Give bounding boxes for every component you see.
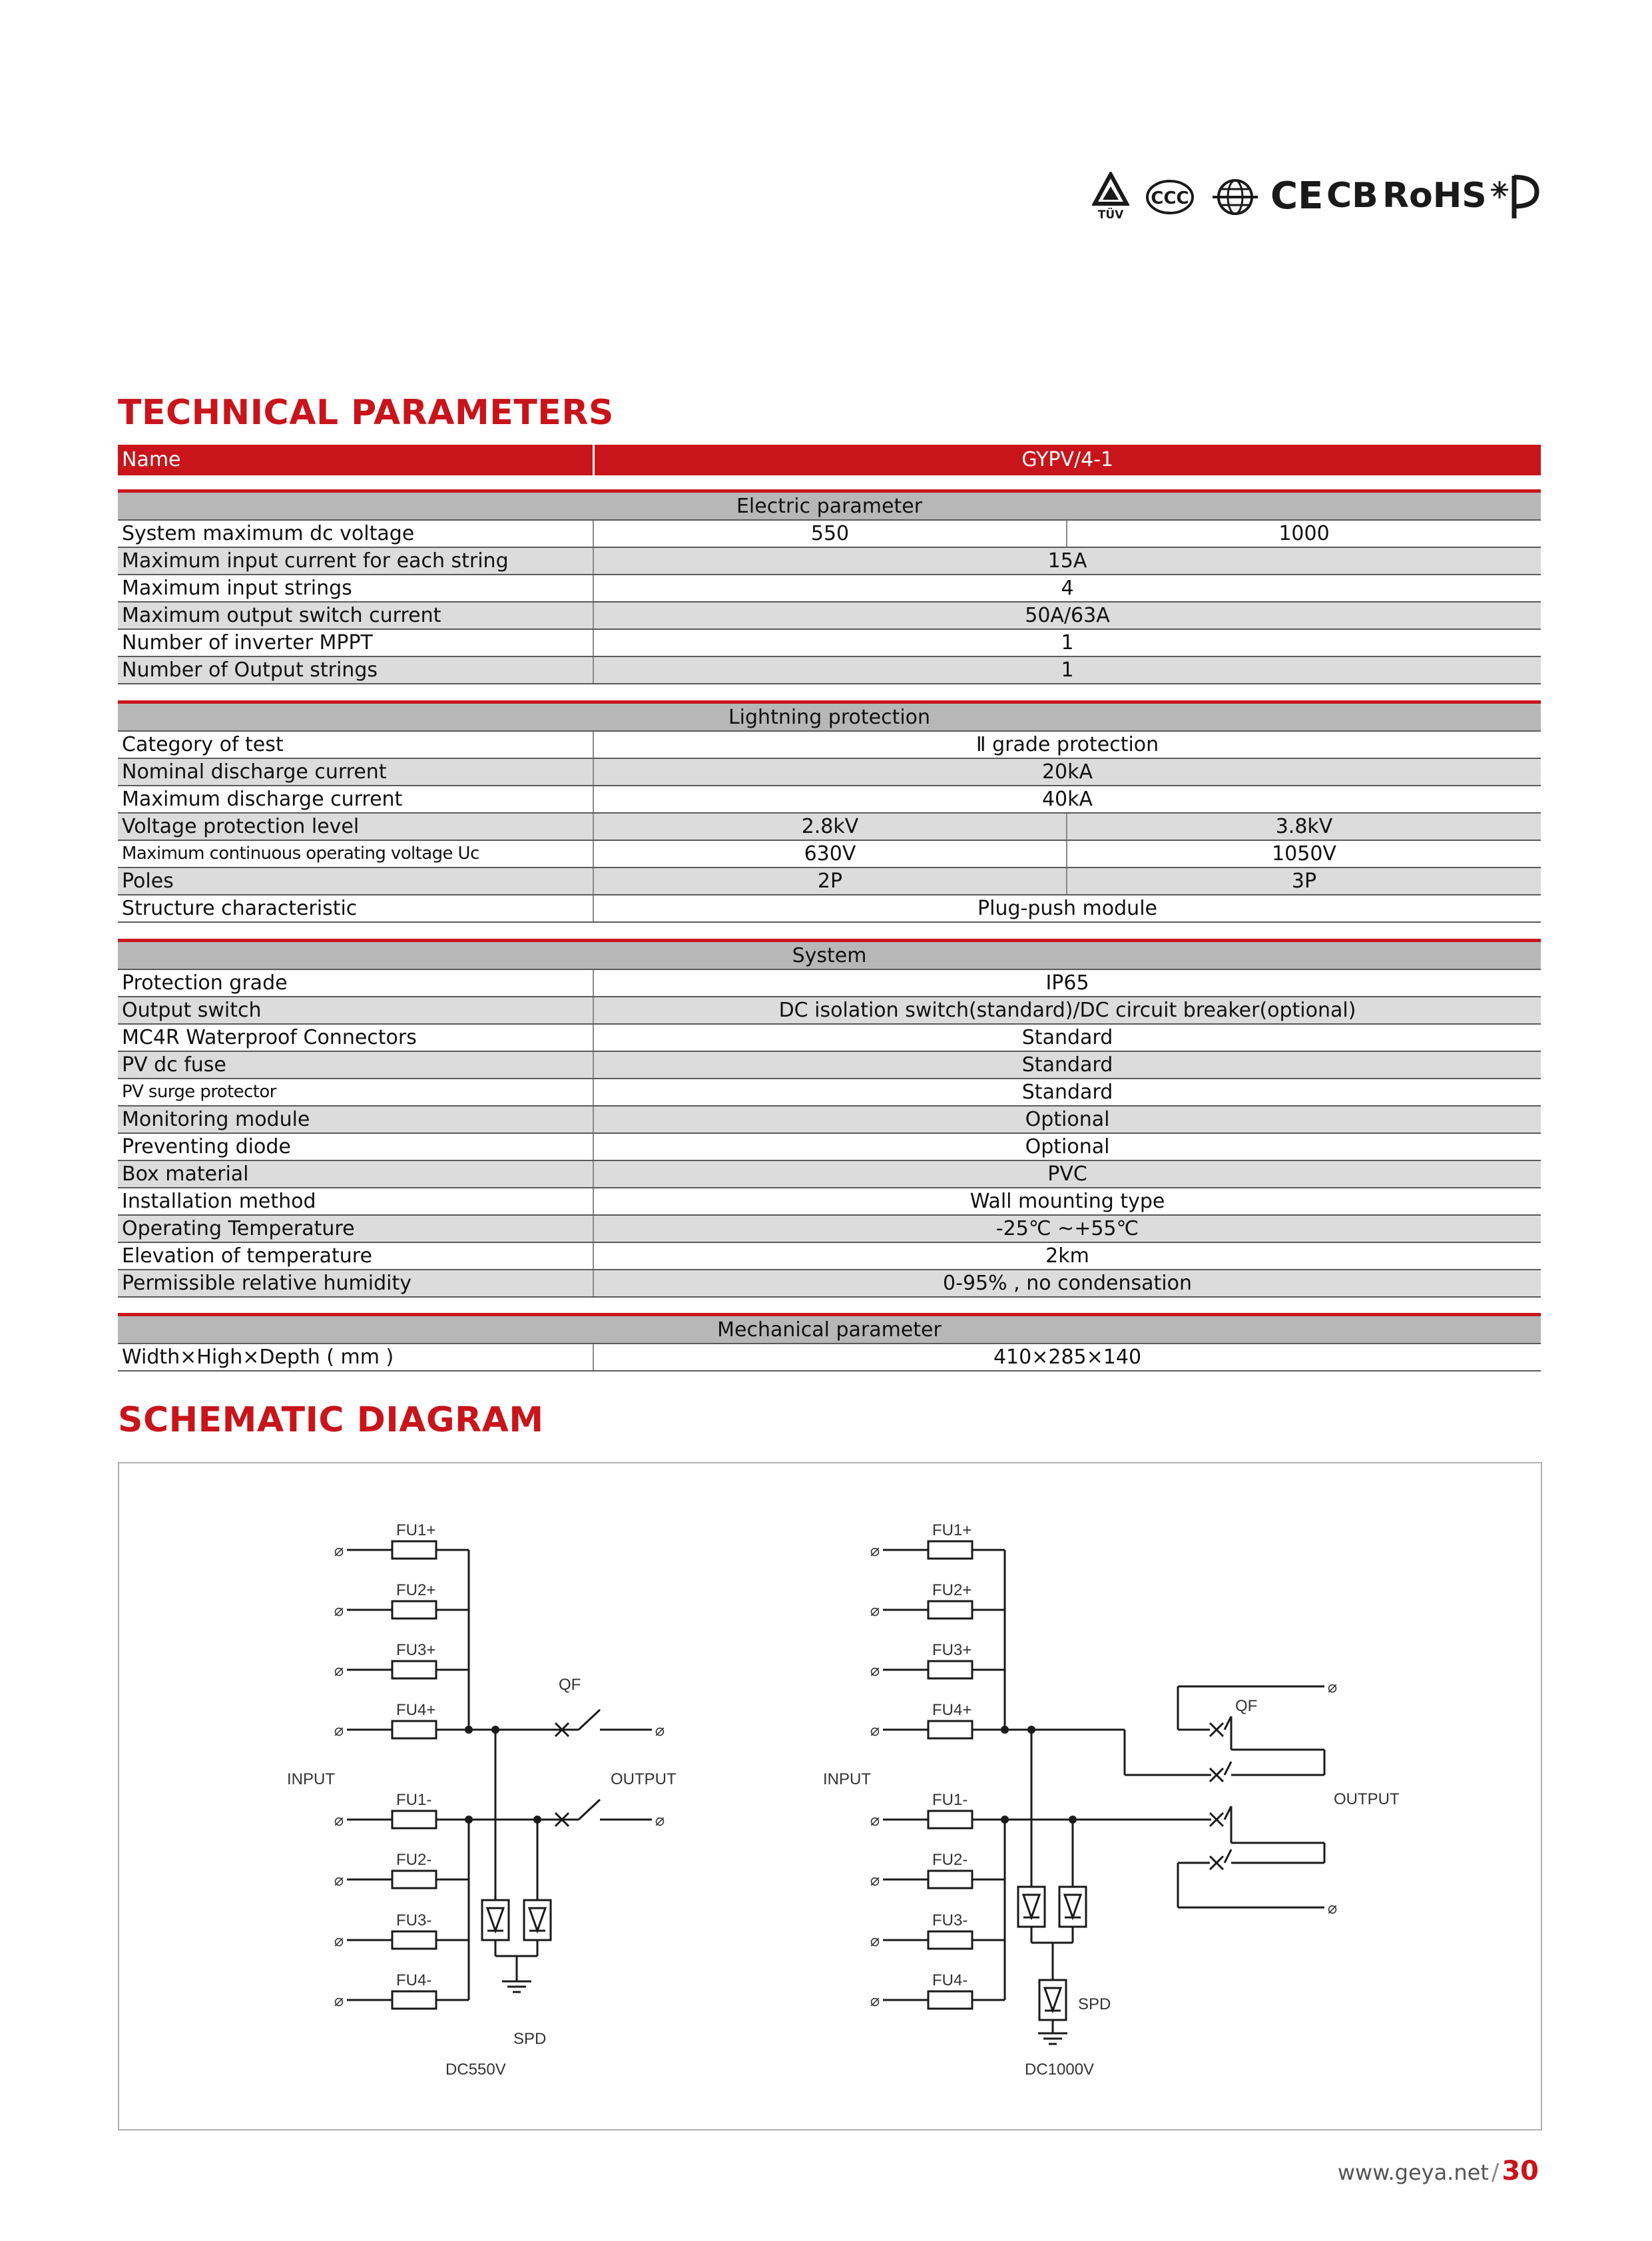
fuse-label: FU4- [396,1971,432,1989]
junction-dot [465,1816,473,1824]
terminal-symbol: ⌀ [1327,1678,1338,1696]
group-heading: Mechanical parameter [118,1315,1541,1344]
fuse-symbol [928,1721,972,1738]
row-label: Nominal discharge current [118,758,593,786]
terminal-symbol: ⌀ [334,1602,344,1620]
table-row [118,1270,1541,1297]
fuse-symbol [392,1931,436,1949]
fuse-symbol [928,1661,972,1678]
terminal-symbol: ⌀ [870,1992,880,2010]
fuse-label: FU2+ [396,1581,436,1599]
certification-logos [1092,172,1545,225]
fuse-symbol [392,1661,436,1678]
spd-symbol [1039,1980,1066,2020]
table-row [118,895,1541,922]
fuse-label: FU3+ [932,1641,972,1659]
footer-separator: / [1491,2159,1500,2186]
row-value: 2P [593,868,1067,895]
left-caption: DC550V [445,2061,506,2079]
row-value: Optional [593,1106,1541,1133]
wire [1225,1762,1231,1775]
terminal-symbol: ⌀ [334,1662,344,1680]
row-value: 20kA [593,758,1541,786]
row-label: Width×High×Depth ( mm ) [118,1344,593,1371]
globe-certification-icon [1211,177,1260,217]
row-value: 2km [593,1242,1541,1270]
fuse-label: FU1+ [396,1521,436,1539]
row-value: 1 [593,629,1541,656]
qf-label: QF [559,1676,581,1694]
row-label: Installation method [118,1188,593,1215]
terminal-symbol: ⌀ [334,1871,344,1889]
spd-label: SPD [1078,1995,1111,2013]
terminal-symbol: ⌀ [334,1722,344,1740]
fuse-symbol [928,1931,972,1949]
terminal-symbol: ⌀ [334,1812,344,1830]
row-value: DC isolation switch(standard)/DC circuit breaker(optional) [593,997,1541,1024]
fuse-symbol [392,1871,436,1888]
terminal-symbol: ⌀ [870,1722,880,1740]
group-heading: Lightning protection [118,702,1541,732]
table-row [118,1106,1541,1133]
schematic-diagram [118,1462,1542,2130]
row-label: Maximum input current for each string [118,547,593,575]
row-value: 15A [593,547,1541,575]
table-row [118,1344,1541,1371]
rohs-mark-icon: RoHS [1382,176,1487,216]
qf-label: QF [1235,1697,1258,1715]
table-row [118,1079,1541,1106]
row-value: 1050V [1067,840,1541,868]
name-row [118,445,1541,475]
name-label: Name [118,445,593,475]
row-value: 4 [593,575,1541,602]
row-label: Output switch [118,997,593,1024]
fuse-label: FU4+ [932,1701,972,1719]
row-label: Maximum discharge current [118,786,593,813]
row-value: 410×285×140 [593,1344,1541,1371]
page-footer [1338,2156,1539,2186]
electric-parameter-table [118,489,1541,684]
table-row [118,629,1541,656]
fuse-label: FU4- [932,1971,968,1989]
fuse-label: FU3- [932,1911,968,1929]
row-label: Maximum output switch current [118,602,593,629]
output-label: OUTPUT [1334,1790,1400,1808]
fuse-label: FU1+ [932,1521,972,1539]
row-label: Elevation of temperature [118,1242,593,1270]
fuse-label: FU2- [396,1851,432,1869]
row-value: -25℃ ~+55℃ [593,1215,1541,1242]
schematic-svg [119,1463,1541,2129]
row-value: PVC [593,1160,1541,1188]
table-row [118,840,1541,868]
table-row [118,786,1541,813]
row-label: Protection grade [118,969,593,997]
spd-symbol [524,1900,551,1940]
fuse-symbol [928,1871,972,1888]
fuse-label: FU2- [932,1851,968,1869]
row-label: Permissible relative humidity [118,1270,593,1297]
ccc-certification-icon [1145,178,1195,216]
row-label: Poles [118,868,593,895]
terminal-symbol: ⌀ [1327,1899,1338,1917]
terminal-symbol: ⌀ [655,1812,665,1830]
fuse-label: FU4+ [396,1701,436,1719]
row-label: Box material [118,1160,593,1188]
website-link[interactable]: www.geya.net [1337,2160,1489,2185]
row-value: 630V [593,840,1067,868]
row-value: 2.8kV [593,813,1067,840]
terminal-symbol: ⌀ [334,1542,344,1560]
fuse-label: FU1- [932,1791,968,1809]
junction-dot [1001,1726,1009,1734]
row-label: Category of test [118,731,593,758]
terminal-symbol: ⌀ [870,1932,880,1950]
row-value: 550 [593,520,1067,547]
group-heading: System [118,941,1541,970]
table-row [118,758,1541,786]
fuse-symbol [392,1601,436,1618]
table-row [118,520,1541,547]
table-row [118,575,1541,602]
technical-parameters-title: TECHNICAL PARAMETERS [118,393,614,433]
mechanical-parameter-table [118,1313,1541,1371]
terminal-symbol: ⌀ [870,1871,880,1889]
group-heading: Electric parameter [118,491,1541,521]
row-value: IP65 [593,969,1541,997]
page-number: 30 [1502,2156,1539,2186]
lightning-protection-table [118,700,1541,923]
terminal-symbol: ⌀ [870,1542,880,1560]
fuse-symbol [392,1541,436,1559]
terminal-symbol: ⌀ [870,1602,880,1620]
fuse-label: FU1- [396,1791,432,1809]
input-label: INPUT [823,1770,871,1788]
table-row [118,1051,1541,1079]
schematic-diagram-title: SCHEMATIC DIAGRAM [118,1400,544,1440]
row-value: 50A/63A [593,602,1541,629]
fuse-symbol [928,1541,972,1559]
row-label: MC4R Waterproof Connectors [118,1024,593,1051]
row-value: 40kA [593,786,1541,813]
spd-symbol [482,1900,509,1940]
row-label: Voltage protection level [118,813,593,840]
fuse-symbol [392,1811,436,1828]
row-value: 0-95% , no condensation [593,1270,1541,1297]
table-row [118,1160,1541,1188]
input-label: INPUT [287,1770,335,1788]
output-label: OUTPUT [611,1770,677,1788]
cb-mark-icon: CB [1326,176,1378,216]
fuse-label: FU3+ [396,1641,436,1659]
row-value: Ⅱ grade protection [593,731,1541,758]
row-value: 3.8kV [1067,813,1541,840]
row-label: Number of inverter MPPT [118,629,593,656]
wire [1225,1850,1231,1863]
row-label: Preventing diode [118,1133,593,1160]
table-row [118,547,1541,575]
row-label: PV dc fuse [118,1051,593,1079]
fuse-symbol [928,1811,972,1828]
row-value: Standard [593,1024,1541,1051]
wire [579,1800,600,1820]
row-label: Maximum input strings [118,575,593,602]
table-row [118,731,1541,758]
ce-mark-icon: CE [1270,174,1324,218]
spd-symbol [1018,1887,1045,1927]
row-label: Structure characteristic [118,895,593,922]
row-label: Monitoring module [118,1106,593,1133]
spd-symbol [1059,1887,1086,1927]
row-label: System maximum dc voltage [118,520,593,547]
fuse-label: FU2+ [932,1581,972,1599]
row-value: 1000 [1067,520,1541,547]
junction-dot [465,1726,473,1734]
table-row [118,868,1541,895]
terminal-symbol: ⌀ [334,1992,344,2010]
wire [579,1710,600,1730]
table-row [118,656,1541,684]
name-table [118,445,1541,475]
fuse-symbol [392,1991,436,2009]
fuse-symbol [928,1601,972,1618]
table-row [118,1024,1541,1051]
tuv-certification-icon [1092,172,1129,221]
table-row [118,1242,1541,1270]
terminal-symbol: ⌀ [334,1932,344,1950]
row-value: 1 [593,656,1541,684]
table-row [118,602,1541,629]
row-value: Wall mounting type [593,1188,1541,1215]
row-label: Maximum continuous operating voltage Uc [118,840,593,868]
system-table [118,939,1541,1298]
svg-text:CCC: CCC [1151,188,1189,208]
row-value: Optional [593,1133,1541,1160]
row-value: Plug-push module [593,895,1541,922]
terminal-symbol: ⌀ [870,1812,880,1830]
fuse-symbol [392,1721,436,1738]
svg-text:TÜV: TÜV [1097,208,1124,221]
table-row [118,1133,1541,1160]
row-label: PV surge protector [118,1079,593,1106]
row-label: Operating Temperature [118,1215,593,1242]
terminal-symbol: ⌀ [870,1662,880,1680]
table-row [118,813,1541,840]
row-value: Standard [593,1079,1541,1106]
right-caption: DC1000V [1025,2061,1095,2079]
junction-dot [1001,1816,1009,1824]
terminal-symbol: ⌀ [655,1722,665,1740]
pv-mark-icon [1485,172,1541,221]
table-row [118,969,1541,997]
row-label: Number of Output strings [118,656,593,684]
fuse-symbol [928,1991,972,2009]
fuse-label: FU3- [396,1911,432,1929]
row-value: 3P [1067,868,1541,895]
model-name: GYPV/4-1 [593,445,1541,475]
spd-label: SPD [513,2030,547,2048]
table-row [118,1215,1541,1242]
table-row [118,997,1541,1024]
row-value: Standard [593,1051,1541,1079]
table-row [118,1188,1541,1215]
